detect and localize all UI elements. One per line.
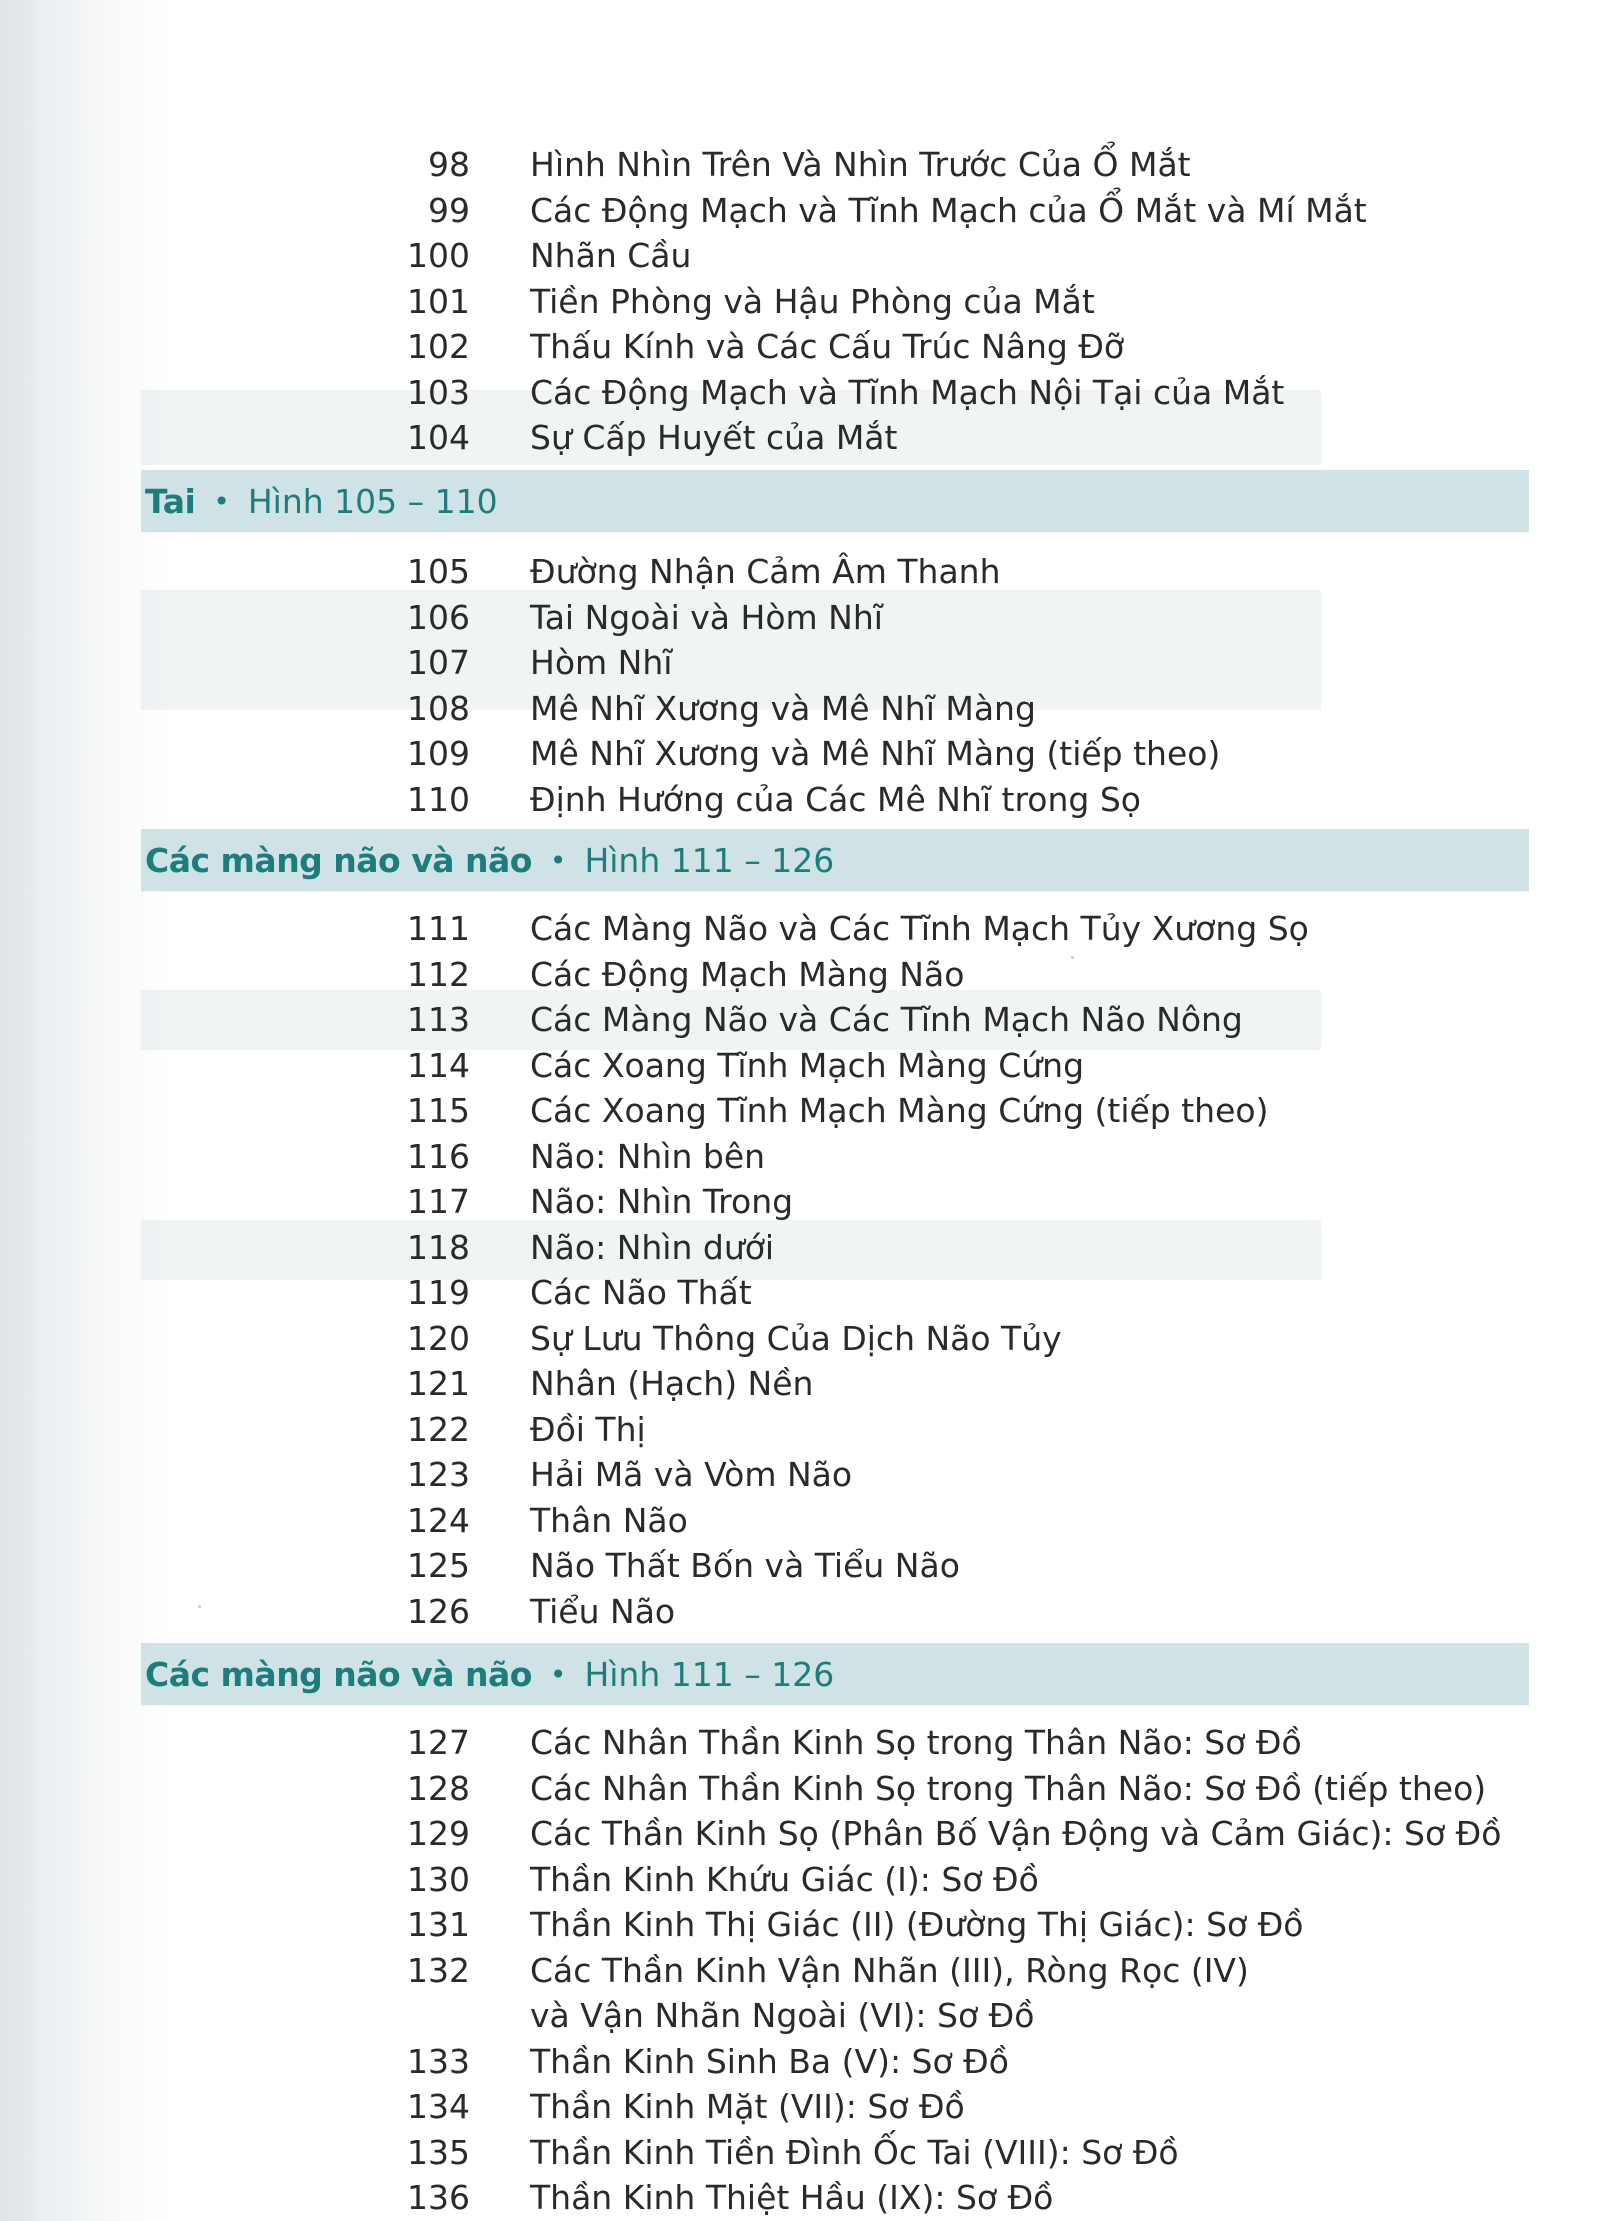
section-header-meninges-brain [141, 829, 1529, 891]
toc-entry-title-line: Đồi Thị [530, 1409, 646, 1449]
toc-entry-title [530, 1088, 1268, 1134]
toc-entry-title [530, 324, 1124, 370]
toc-entry [355, 1407, 1309, 1453]
toc-entry-title [530, 1543, 960, 1589]
toc-entry [355, 1902, 1501, 1948]
section-header-tai [141, 470, 1529, 532]
toc-entry-number: 104 [407, 418, 470, 457]
toc-entry [355, 415, 1367, 461]
section-header-name: Các màng não và não [145, 1654, 532, 1694]
toc-entry [355, 640, 1220, 686]
toc-list-tai [355, 549, 1220, 822]
toc-entry [355, 595, 1220, 641]
page-gutter-shadow [0, 0, 40, 2221]
toc-entry [355, 2084, 1501, 2130]
toc-entry-title-line: Các Thần Kinh Sọ (Phân Bố Vận Động và Cảm Giác): Sơ Đồ [530, 1814, 1502, 1853]
toc-entry-title-line: Các Xoang Tĩnh Mạch Màng Cứng (tiếp theo) [530, 1091, 1269, 1130]
toc-entry [355, 142, 1367, 188]
toc-entry-title-line: và Vận Nhãn Ngoài (VI): Sơ Đồ [530, 1996, 1035, 2035]
section-header-range: Hình 111 – 126 [584, 1654, 835, 1694]
toc-entry-title-line: Các Màng Não và Các Tĩnh Mạch Tủy Xương Sọ [530, 909, 1309, 948]
toc-entry-number: 115 [407, 1091, 470, 1130]
toc-entry [355, 324, 1367, 370]
toc-entry-title [530, 142, 1191, 188]
toc-entry [355, 1498, 1309, 1544]
toc-entry-number: 130 [407, 1859, 470, 1899]
toc-entry-number: 131 [407, 1905, 470, 1944]
toc-entry-title [530, 1043, 1084, 1089]
toc-entry-number: 118 [407, 1227, 470, 1267]
toc-entry-number: 102 [407, 327, 470, 366]
toc-entry-number: 122 [407, 1409, 470, 1449]
toc-entry-title [530, 1811, 1501, 1857]
toc-entry [355, 370, 1367, 416]
toc-entry-title [530, 997, 1243, 1043]
toc-entry-title [530, 549, 1001, 595]
toc-entry-title [530, 731, 1220, 777]
section-header-cranial-nerves [141, 1643, 1529, 1705]
toc-entry-title-line: Các Xoang Tĩnh Mạch Màng Cứng [530, 1045, 1085, 1085]
toc-entry-number: 100 [407, 236, 470, 275]
toc-entry [355, 777, 1220, 823]
toc-entry-number: 129 [407, 1814, 470, 1853]
toc-entry-number: 99 [428, 190, 470, 230]
toc-entry-title [530, 279, 1095, 325]
toc-entry [355, 1043, 1309, 1089]
toc-entry-title [530, 188, 1367, 234]
toc-entry-number: 125 [407, 1546, 470, 1585]
toc-entry [355, 1088, 1309, 1134]
toc-entry-number: 133 [407, 2041, 470, 2081]
toc-entry-title-line: Sự Lưu Thông Của Dịch Não Tủy [530, 1318, 1062, 1358]
toc-entry-title-line: Hòm Nhĩ [530, 643, 673, 682]
toc-list-meninges-brain [355, 906, 1309, 1634]
toc-entry [355, 1720, 1501, 1766]
toc-entry-number: 106 [407, 597, 470, 637]
toc-entry [355, 1134, 1309, 1180]
toc-entry-title [530, 233, 691, 279]
toc-entry-title-line: Các Động Mạch và Tĩnh Mạch Nội Tại của Mắt [530, 372, 1285, 412]
toc-entry-title [530, 1766, 1486, 1812]
toc-entry-title-line: Mê Nhĩ Xương và Mê Nhĩ Màng [530, 688, 1036, 728]
toc-entry-number: 108 [407, 688, 470, 728]
toc-entry-number: 124 [407, 1500, 470, 1540]
toc-entry-number: 136 [407, 2178, 470, 2217]
toc-entry-title-line: Thần Kinh Thị Giác (II) (Đường Thị Giác): Sơ Đồ [530, 1905, 1304, 1944]
toc-entry-title-line: Nhãn Cầu [530, 236, 692, 275]
toc-entry-number: 114 [407, 1045, 470, 1085]
toc-entry [355, 997, 1309, 1043]
toc-entry-number: 101 [407, 281, 470, 321]
section-header-bullet: • [549, 1657, 567, 1691]
toc-entry [355, 1543, 1309, 1589]
toc-entry-number: 98 [428, 145, 470, 184]
toc-entry-title-line: Các Màng Não và Các Tĩnh Mạch Não Nông [530, 1000, 1243, 1039]
toc-entry-title-line: Sự Cấp Huyết của Mắt [530, 418, 898, 457]
toc-entry-title [530, 2175, 1053, 2221]
toc-entry-number: 105 [407, 552, 470, 591]
paper-speck [198, 1605, 201, 1608]
toc-entry-title [530, 2130, 1179, 2176]
toc-entry-title-line: Các Nhân Thần Kinh Sọ trong Thân Não: Sơ Đồ [530, 1723, 1302, 1762]
toc-entry-title [530, 1857, 1039, 1903]
section-header-range: Hình 111 – 126 [584, 840, 835, 880]
toc-entry-title-line: Não: Nhìn bên [530, 1136, 766, 1176]
toc-entry-title [530, 370, 1284, 416]
toc-entry-number: 121 [407, 1364, 470, 1403]
toc-entry-title [530, 2084, 965, 2130]
toc-entry-title-line: Tiền Phòng và Hậu Phòng của Mắt [530, 281, 1095, 321]
toc-entry-title [530, 952, 964, 998]
toc-entry-number: 128 [407, 1768, 470, 1808]
section-header-bullet: • [213, 484, 230, 518]
toc-entry [355, 1452, 1309, 1498]
toc-entry-number: 127 [407, 1723, 470, 1762]
toc-entry-title [530, 1316, 1062, 1362]
toc-entry-number: 109 [407, 734, 470, 773]
toc-entry [355, 1316, 1309, 1362]
toc-entry-title [530, 1902, 1303, 1948]
toc-entry [355, 1948, 1501, 2039]
section-header-bullet: • [549, 843, 567, 877]
toc-entry-title [530, 595, 883, 641]
toc-entry-title-line: Các Não Thất [530, 1273, 752, 1312]
toc-entry-title-line: Thần Kinh Thiệt Hầu (IX): Sơ Đồ [530, 2178, 1054, 2217]
toc-entry-number: 113 [407, 1000, 470, 1039]
toc-entry-title-line: Thần Kinh Khứu Giác (I): Sơ Đồ [530, 1859, 1039, 1899]
toc-entry [355, 2039, 1501, 2085]
toc-entry-title-line: Não: Nhìn dưới [530, 1227, 775, 1267]
toc-entry [355, 1361, 1309, 1407]
toc-entry-title-line: Hải Mã và Vòm Não [530, 1455, 853, 1494]
toc-entry-title [530, 1589, 675, 1635]
toc-entry [355, 686, 1220, 732]
toc-entry [355, 952, 1309, 998]
toc-entry [355, 1766, 1501, 1812]
toc-entry [355, 1179, 1309, 1225]
toc-entry-title [530, 1225, 774, 1271]
toc-entry-number: 126 [407, 1591, 470, 1631]
toc-entry-title [530, 415, 897, 461]
toc-entry-title-line: Thần Kinh Tiền Đình Ốc Tai (VIII): Sơ Đồ [530, 2132, 1179, 2172]
toc-entry [355, 2130, 1501, 2176]
toc-entry-number: 120 [407, 1318, 470, 1358]
toc-entry-number: 111 [407, 909, 470, 948]
toc-entry-title-line: Mê Nhĩ Xương và Mê Nhĩ Màng (tiếp theo) [530, 734, 1221, 773]
toc-entry [355, 1225, 1309, 1271]
toc-entry-number: 116 [407, 1136, 470, 1176]
toc-entry-title [530, 1948, 1249, 2039]
toc-entry-title-line: Nhân (Hạch) Nền [530, 1364, 814, 1403]
toc-entry-number: 132 [407, 1950, 470, 1990]
toc-entry-title-line: Các Động Mạch và Tĩnh Mạch của Ổ Mắt và Mí Mắt [530, 190, 1367, 230]
toc-entry-title [530, 1134, 765, 1180]
toc-entry-title-line: Tiểu Não [530, 1591, 676, 1631]
toc-entry-title [530, 1407, 646, 1453]
toc-entry-title-line: Tai Ngoài và Hòm Nhĩ [530, 597, 883, 637]
toc-entry-title-line: Các Thần Kinh Vận Nhãn (III), Ròng Rọc (IV) [530, 1950, 1249, 1990]
toc-entry-title-line: Não: Nhìn Trong [530, 1182, 794, 1221]
toc-entry-title [530, 1720, 1302, 1766]
toc-entry [355, 233, 1367, 279]
toc-entry-title-line: Thấu Kính và Các Cấu Trúc Nâng Đỡ [530, 327, 1125, 366]
toc-entry-title-line: Thần Kinh Sinh Ba (V): Sơ Đồ [530, 2041, 1009, 2081]
toc-entry-title-line: Thần Kinh Mặt (VII): Sơ Đồ [530, 2087, 965, 2126]
toc-entry [355, 2175, 1501, 2221]
toc-entry-title [530, 1498, 688, 1544]
toc-entry-title-line: Não Thất Bốn và Tiểu Não [530, 1546, 960, 1585]
toc-entry-title [530, 2039, 1009, 2085]
toc-entry-title-line: Đường Nhận Cảm Âm Thanh [530, 552, 1001, 591]
toc-entry-number: 134 [407, 2087, 470, 2126]
toc-entry-title-line: Thân Não [530, 1500, 688, 1540]
toc-entry [355, 1811, 1501, 1857]
toc-entry [355, 1270, 1309, 1316]
toc-list-eye-continued [355, 142, 1367, 461]
toc-entry [355, 731, 1220, 777]
toc-entry-number: 117 [407, 1182, 470, 1221]
toc-entry [355, 1589, 1309, 1635]
toc-list-cranial-nerves [355, 1720, 1501, 2221]
toc-entry-title [530, 1452, 852, 1498]
toc-entry-number: 110 [407, 779, 470, 819]
toc-entry-title-line: Các Động Mạch Màng Não [530, 954, 965, 994]
section-header-name: Các màng não và não [145, 840, 532, 880]
toc-entry-title-line: Định Hướng của Các Mê Nhĩ trong Sọ [530, 779, 1141, 819]
toc-entry-number: 135 [407, 2132, 470, 2172]
section-header-name: Tai [145, 481, 196, 521]
toc-entry-title [530, 777, 1141, 823]
toc-entry-title [530, 1179, 793, 1225]
toc-entry [355, 906, 1309, 952]
toc-entry [355, 1857, 1501, 1903]
section-header-range: Hình 105 – 110 [247, 481, 498, 521]
toc-entry-title [530, 686, 1036, 732]
toc-entry-title [530, 906, 1309, 952]
toc-entry-title [530, 1361, 813, 1407]
toc-entry-title-line: Các Nhân Thần Kinh Sọ trong Thân Não: Sơ Đồ (tiếp theo) [530, 1768, 1487, 1808]
toc-entry-title [530, 640, 672, 686]
toc-entry-number: 123 [407, 1455, 470, 1494]
toc-entry-number: 119 [407, 1273, 470, 1312]
toc-entry-number: 107 [407, 643, 470, 682]
toc-entry-title-line: Hình Nhìn Trên Và Nhìn Trước Của Ổ Mắt [530, 145, 1191, 184]
toc-entry-number: 103 [407, 372, 470, 412]
toc-entry [355, 279, 1367, 325]
toc-entry-title [530, 1270, 752, 1316]
toc-entry [355, 549, 1220, 595]
toc-entry [355, 188, 1367, 234]
toc-entry-number: 112 [407, 954, 470, 994]
